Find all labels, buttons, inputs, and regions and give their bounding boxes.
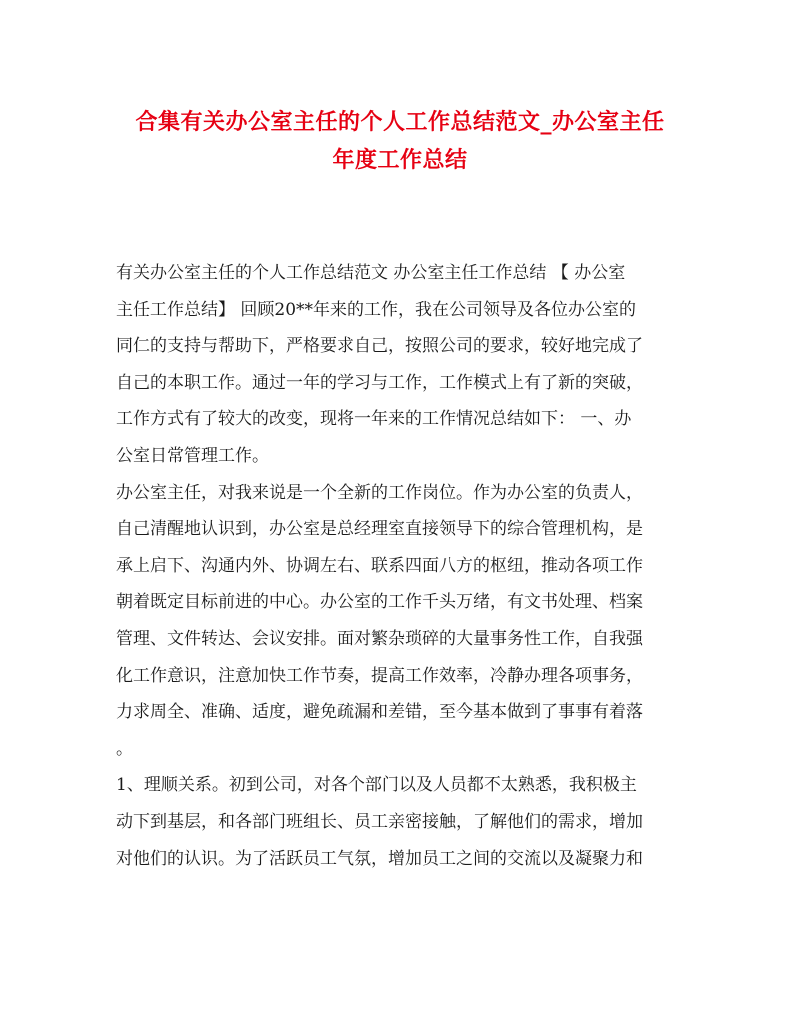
body-line: 自己清醒地认识到，办公室是总经理室直接领导下的综合管理机构，是 — [116, 519, 643, 540]
document-title — [110, 104, 690, 180]
document-body — [116, 255, 688, 877]
body-line: 工作方式有了较大的改变，现将一年来的工作情况总结如下： 一、办 — [116, 409, 632, 430]
body-line: 自己的本职工作。通过一年的学习与工作，工作模式上有了新的突破， — [116, 372, 643, 393]
body-line: 有关办公室主任的个人工作总结范文 办公室主任工作总结 【 办公室 — [116, 263, 626, 283]
body-line: 承上启下、沟通内外、协调左右、联系四面八方的枢纽，推动各项工作 — [116, 555, 643, 576]
body-line: 1、理顺关系。初到公司，对各个部门以及人员都不太熟悉，我积极主 — [116, 775, 637, 796]
body-line: 朝着既定目标前进的中心。办公室的工作千头万绪，有文书处理、档案 — [116, 592, 643, 613]
body-line: 化工作意识，注意加快工作节奏，提高工作效率，冷静办理各项事务， — [116, 665, 643, 686]
body-line: 管理、文件转达、会议安排。面对繁杂琐碎的大量事务性工作，自我强 — [116, 628, 643, 649]
body-line: 对他们的认识。为了活跃员工气氛，增加员工之间的交流以及凝聚力和 — [116, 848, 643, 869]
title-line-2: 年度工作总结 — [332, 148, 468, 173]
title-line-1: 合集有关办公室主任的个人工作总结范文_办公室主任 — [135, 110, 665, 135]
body-line: 动下到基层，和各部门班组长、员工亲密接触，了解他们的需求，增加 — [116, 811, 643, 832]
body-line: 力求周全、准确、适度，避免疏漏和差错，至今基本做到了事事有着落 — [116, 702, 643, 723]
body-line: 主任工作总结】 回顾20**年来的工作，我在公司领导及各位办公室的 — [116, 299, 637, 320]
body-line: 同仁的支持与帮助下，严格要求自己，按照公司的要求，较好地完成了 — [116, 336, 643, 357]
body-line: 。 — [116, 738, 133, 759]
body-line: 公室日常管理工作。 — [116, 445, 269, 466]
body-line: 办公室主任，对我来说是一个全新的工作岗位。作为办公室的负责人， — [116, 482, 643, 503]
